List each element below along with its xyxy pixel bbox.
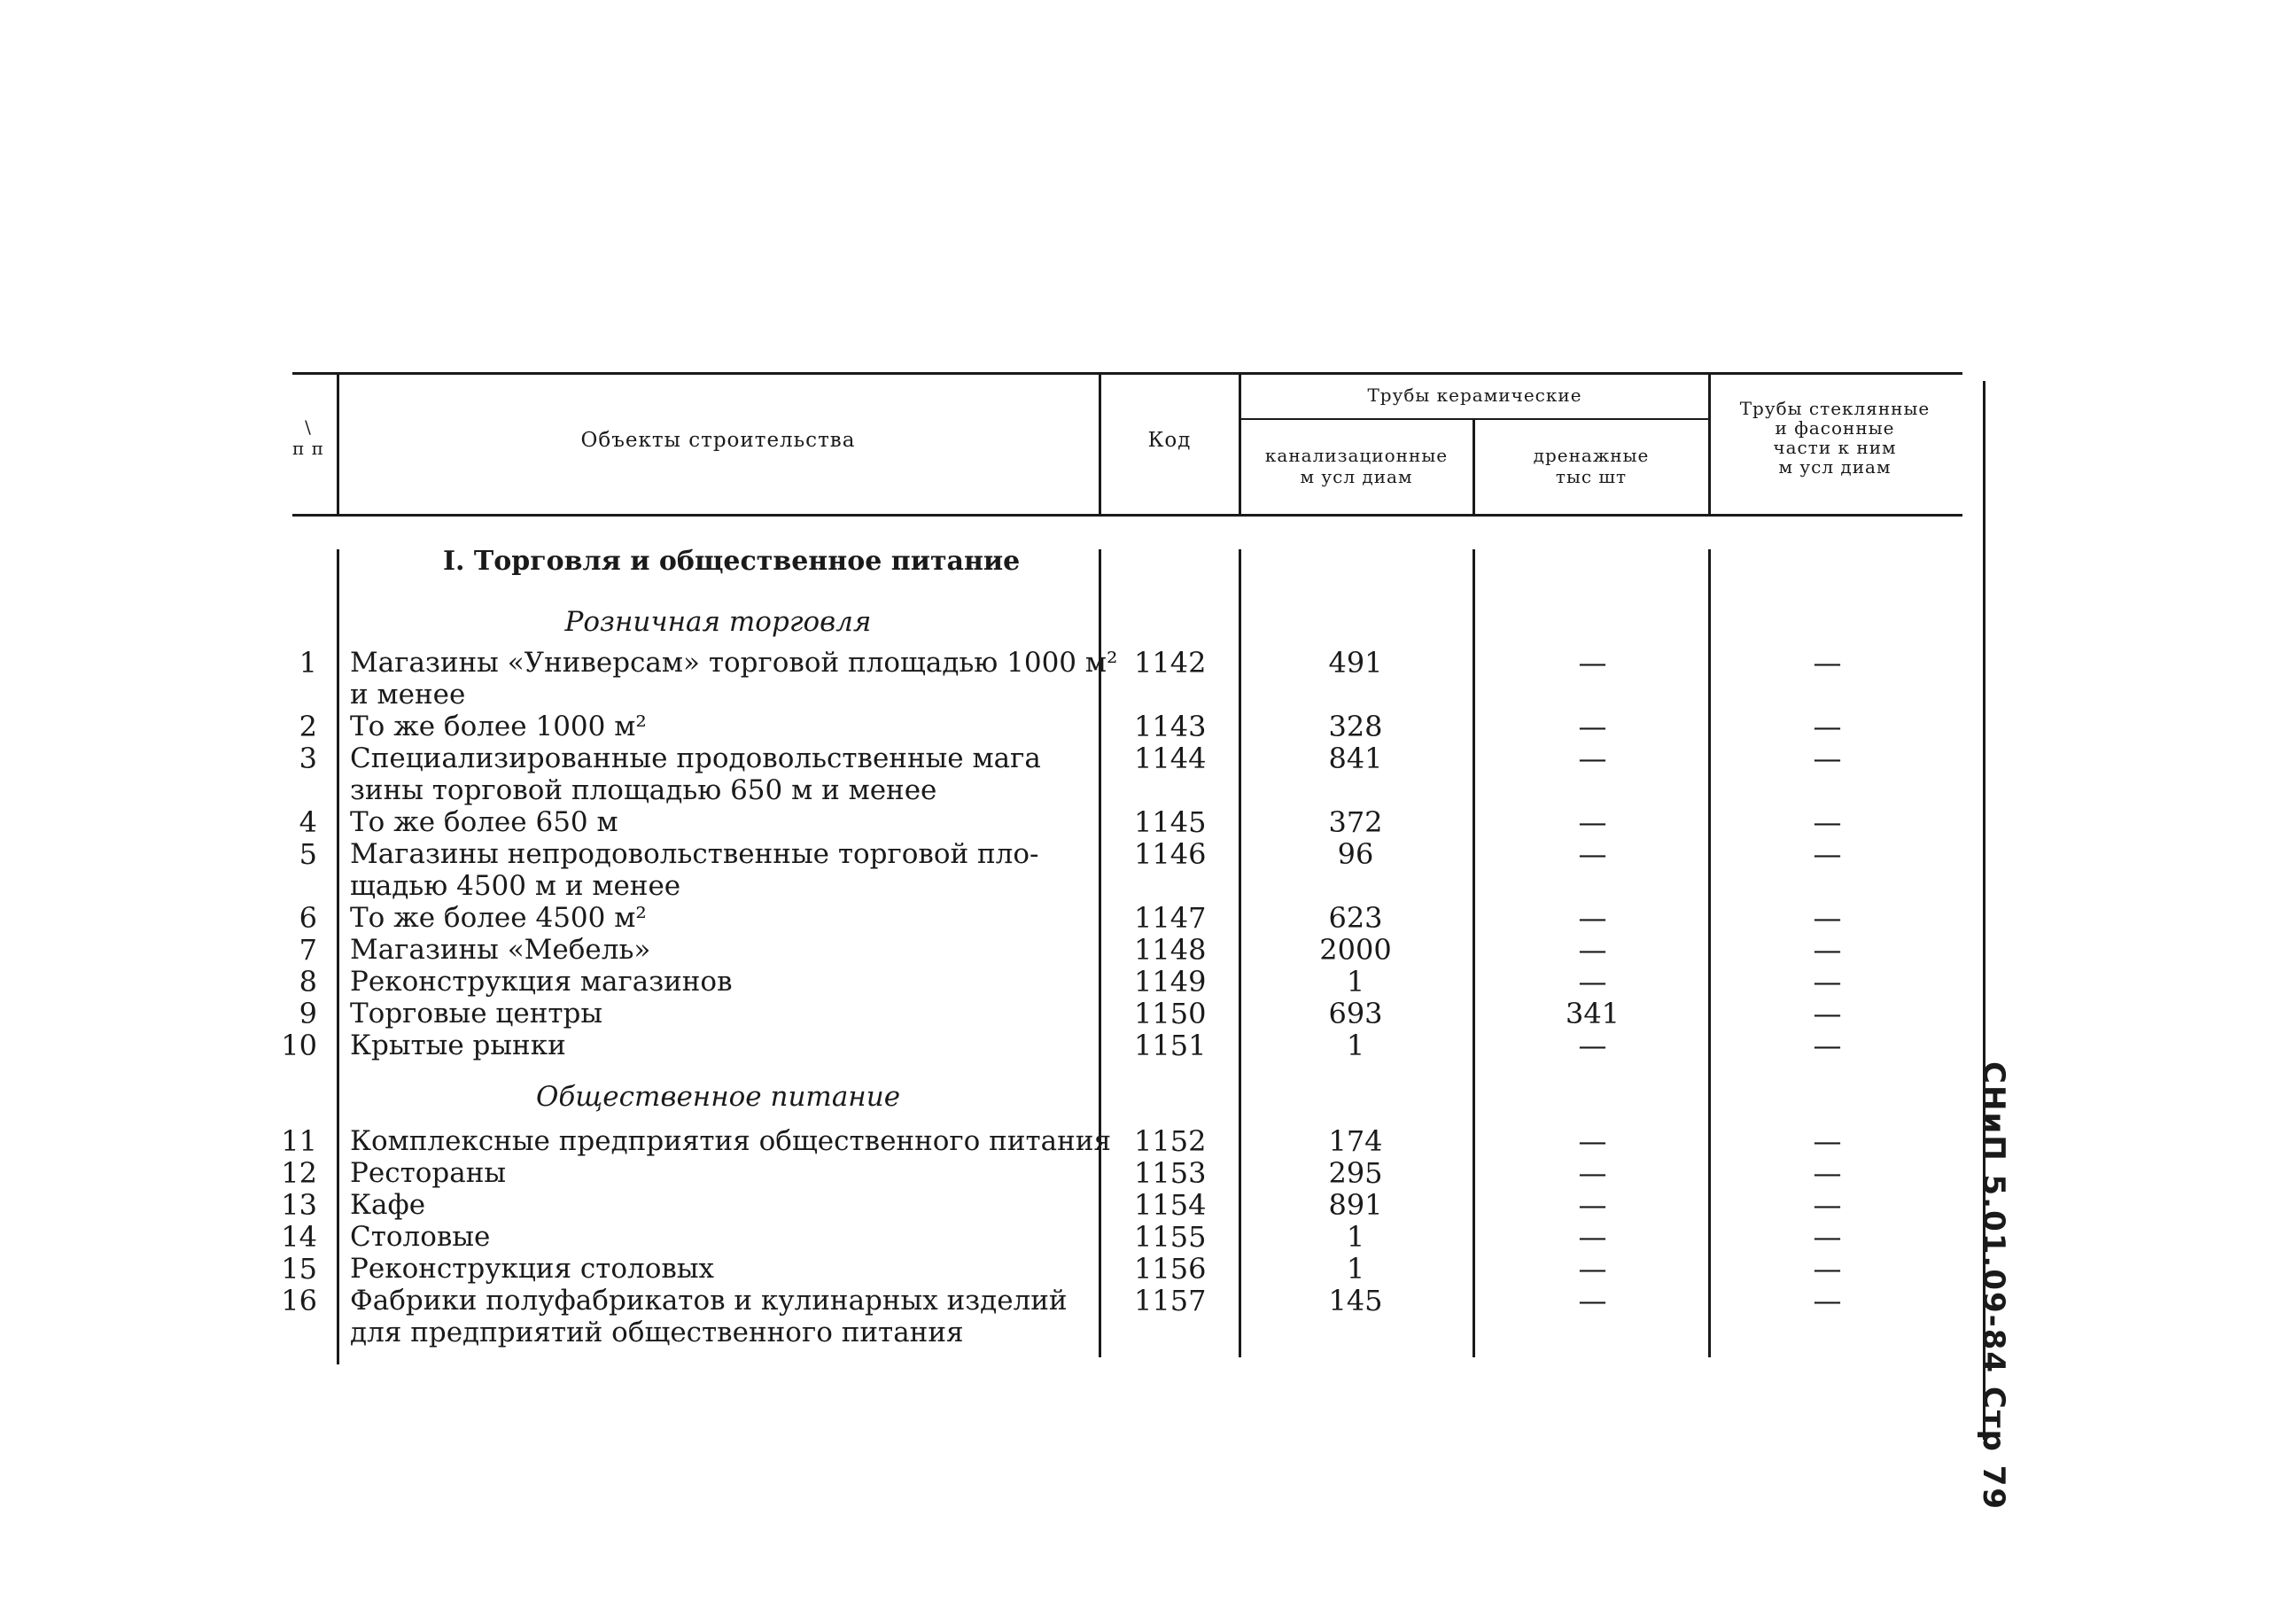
table-row (0, 902, 1949, 934)
row-drain-value: — (1578, 837, 1607, 871)
row-drain-value: — (1578, 1284, 1607, 1317)
row-code: 1147 (1134, 901, 1207, 935)
table-row (0, 806, 1949, 838)
table-row (0, 647, 1949, 679)
row-number: 14 (281, 1220, 317, 1254)
row-object-name: Реконструкция столовых (350, 1253, 715, 1285)
row-code: 1142 (1134, 646, 1207, 680)
table-row (0, 1157, 1949, 1189)
row-number: 13 (281, 1188, 317, 1222)
table-row (0, 1125, 1949, 1157)
row-object-name: Магазины «Мебель» (350, 934, 651, 966)
row-sewer-value: 491 (1328, 646, 1383, 680)
table-row (0, 966, 1949, 998)
row-glass-value: — (1813, 1220, 1842, 1254)
table-row (0, 838, 1949, 870)
row-glass-value: — (1813, 933, 1842, 967)
row-sewer-value: 1 (1346, 1252, 1365, 1286)
table-row (0, 998, 1949, 1030)
row-number: 11 (281, 1124, 317, 1158)
row-code: 1143 (1134, 710, 1207, 743)
row-sewer-value: 328 (1328, 710, 1383, 743)
row-sewer-value: 1 (1346, 965, 1365, 998)
row-glass-value: — (1813, 710, 1842, 743)
row-code: 1154 (1134, 1188, 1207, 1222)
row-code: 1156 (1134, 1252, 1207, 1286)
subsection-catering: Общественное питание (535, 1081, 901, 1113)
table-row (0, 1285, 1949, 1317)
table-row-continuation (0, 1317, 1949, 1348)
row-object-name: Кафе (350, 1189, 426, 1221)
header-ceramic-group: Трубы керамические (1367, 385, 1582, 406)
section-title: I. Торговля и общественное питание (443, 546, 1021, 577)
row-sewer-value: 372 (1328, 805, 1383, 839)
row-drain-value: — (1578, 1220, 1607, 1254)
row-object-name: Специализированные продовольственные мага (350, 742, 1041, 774)
row-sewer-value: 891 (1328, 1188, 1383, 1222)
row-glass-value: — (1813, 805, 1842, 839)
row-glass-value: — (1813, 965, 1842, 998)
table-row (0, 934, 1949, 966)
table-row (0, 1253, 1949, 1285)
row-number: 1 (299, 646, 317, 680)
row-sewer-value: 295 (1328, 1156, 1383, 1190)
row-number: 12 (281, 1156, 317, 1190)
row-code: 1157 (1134, 1284, 1207, 1317)
row-object-name-continuation: зины торговой площадью 650 м и менее (350, 774, 937, 806)
row-code: 1155 (1134, 1220, 1207, 1254)
row-drain-value: — (1578, 805, 1607, 839)
row-object-name: Торговые центры (350, 998, 603, 1030)
row-code: 1146 (1134, 837, 1207, 871)
table-row (0, 742, 1949, 774)
header-glass: Трубы стеклянные и фасонные части к ним м усл диам (1739, 398, 1931, 478)
row-drain-value: — (1578, 742, 1607, 775)
row-glass-value: — (1813, 1029, 1842, 1062)
row-drain-value: — (1578, 1156, 1607, 1190)
row-object-name-continuation: и менее (350, 679, 466, 711)
header-drain: дренажные тыс шт (1533, 445, 1650, 487)
row-number: 5 (299, 837, 317, 871)
row-sewer-value: 96 (1337, 837, 1374, 871)
row-number: 6 (299, 901, 317, 935)
header-sewer: канализационные м усл диам (1264, 445, 1449, 487)
table-row (0, 1221, 1949, 1253)
table-row (0, 711, 1949, 742)
row-glass-value: — (1813, 1252, 1842, 1286)
row-code: 1148 (1134, 933, 1207, 967)
row-object-name: Магазины «Универсам» торговой площадью 1000 м² (350, 647, 1118, 679)
row-object-name-continuation: щадью 4500 м и менее (350, 870, 681, 902)
table-row-continuation (0, 679, 1949, 711)
row-object-name-continuation: для предприятий общественного питания (350, 1317, 964, 1348)
header-num: \ п п (291, 416, 325, 459)
row-drain-value: — (1578, 1124, 1607, 1158)
header-code: Код (1147, 429, 1192, 452)
header-objects: Объекты строительства (580, 429, 856, 452)
row-drain-value: — (1578, 646, 1607, 680)
row-sewer-value: 145 (1328, 1284, 1383, 1317)
table-row-continuation (0, 870, 1949, 902)
row-sewer-value: 174 (1328, 1124, 1383, 1158)
row-drain-value: — (1578, 965, 1607, 998)
row-object-name: То же более 4500 м² (350, 902, 647, 934)
row-object-name: Столовые (350, 1221, 491, 1253)
row-sewer-value: 2000 (1319, 933, 1392, 967)
row-number: 2 (299, 710, 317, 743)
row-code: 1149 (1134, 965, 1207, 998)
row-drain-value: — (1578, 1188, 1607, 1222)
row-glass-value: — (1813, 646, 1842, 680)
row-sewer-value: 841 (1328, 742, 1383, 775)
table-row-continuation (0, 774, 1949, 806)
row-number: 10 (281, 1029, 317, 1062)
row-object-name: Комплексные предприятия общественного питания (350, 1125, 1112, 1157)
row-number: 3 (299, 742, 317, 775)
subsection-retail: Розничная торговля (564, 606, 872, 638)
row-object-name: То же более 650 м (350, 806, 618, 838)
side-document-label: СНиП 5.01.09-84 Стр 79 (1976, 1061, 2011, 1511)
row-sewer-value: 693 (1328, 997, 1383, 1030)
row-code: 1150 (1134, 997, 1207, 1030)
row-glass-value: — (1813, 901, 1842, 935)
row-drain-value: 341 (1565, 997, 1620, 1030)
row-sewer-value: 1 (1346, 1220, 1365, 1254)
row-drain-value: — (1578, 1029, 1607, 1062)
row-object-name: Фабрики полуфабрикатов и кулинарных изделий (350, 1285, 1068, 1317)
row-sewer-value: 623 (1328, 901, 1383, 935)
row-drain-value: — (1578, 933, 1607, 967)
row-number: 16 (281, 1284, 317, 1317)
row-code: 1151 (1134, 1029, 1207, 1062)
row-number: 7 (299, 933, 317, 967)
row-object-name: Рестораны (350, 1157, 507, 1189)
row-glass-value: — (1813, 1124, 1842, 1158)
row-number: 15 (281, 1252, 317, 1286)
row-object-name: Реконструкция магазинов (350, 966, 733, 998)
row-number: 8 (299, 965, 317, 998)
row-object-name: Крытые рынки (350, 1030, 566, 1061)
row-drain-value: — (1578, 710, 1607, 743)
row-object-name: Магазины непродовольственные торговой пло- (350, 838, 1039, 870)
row-code: 1152 (1134, 1124, 1207, 1158)
table-top-rule (292, 372, 1962, 375)
row-drain-value: — (1578, 901, 1607, 935)
row-glass-value: — (1813, 837, 1842, 871)
ceramic-group-underline (1240, 418, 1710, 420)
header-bottom-rule (292, 514, 1962, 517)
row-code: 1145 (1134, 805, 1207, 839)
table-row (0, 1030, 1949, 1061)
row-object-name: То же более 1000 м² (350, 711, 647, 742)
row-drain-value: — (1578, 1252, 1607, 1286)
row-glass-value: — (1813, 742, 1842, 775)
row-code: 1144 (1134, 742, 1207, 775)
row-sewer-value: 1 (1346, 1029, 1365, 1062)
row-number: 9 (299, 997, 317, 1030)
row-glass-value: — (1813, 1188, 1842, 1222)
table-row (0, 1189, 1949, 1221)
row-glass-value: — (1813, 1284, 1842, 1317)
row-code: 1153 (1134, 1156, 1207, 1190)
row-glass-value: — (1813, 1156, 1842, 1190)
row-number: 4 (299, 805, 317, 839)
row-glass-value: — (1813, 997, 1842, 1030)
